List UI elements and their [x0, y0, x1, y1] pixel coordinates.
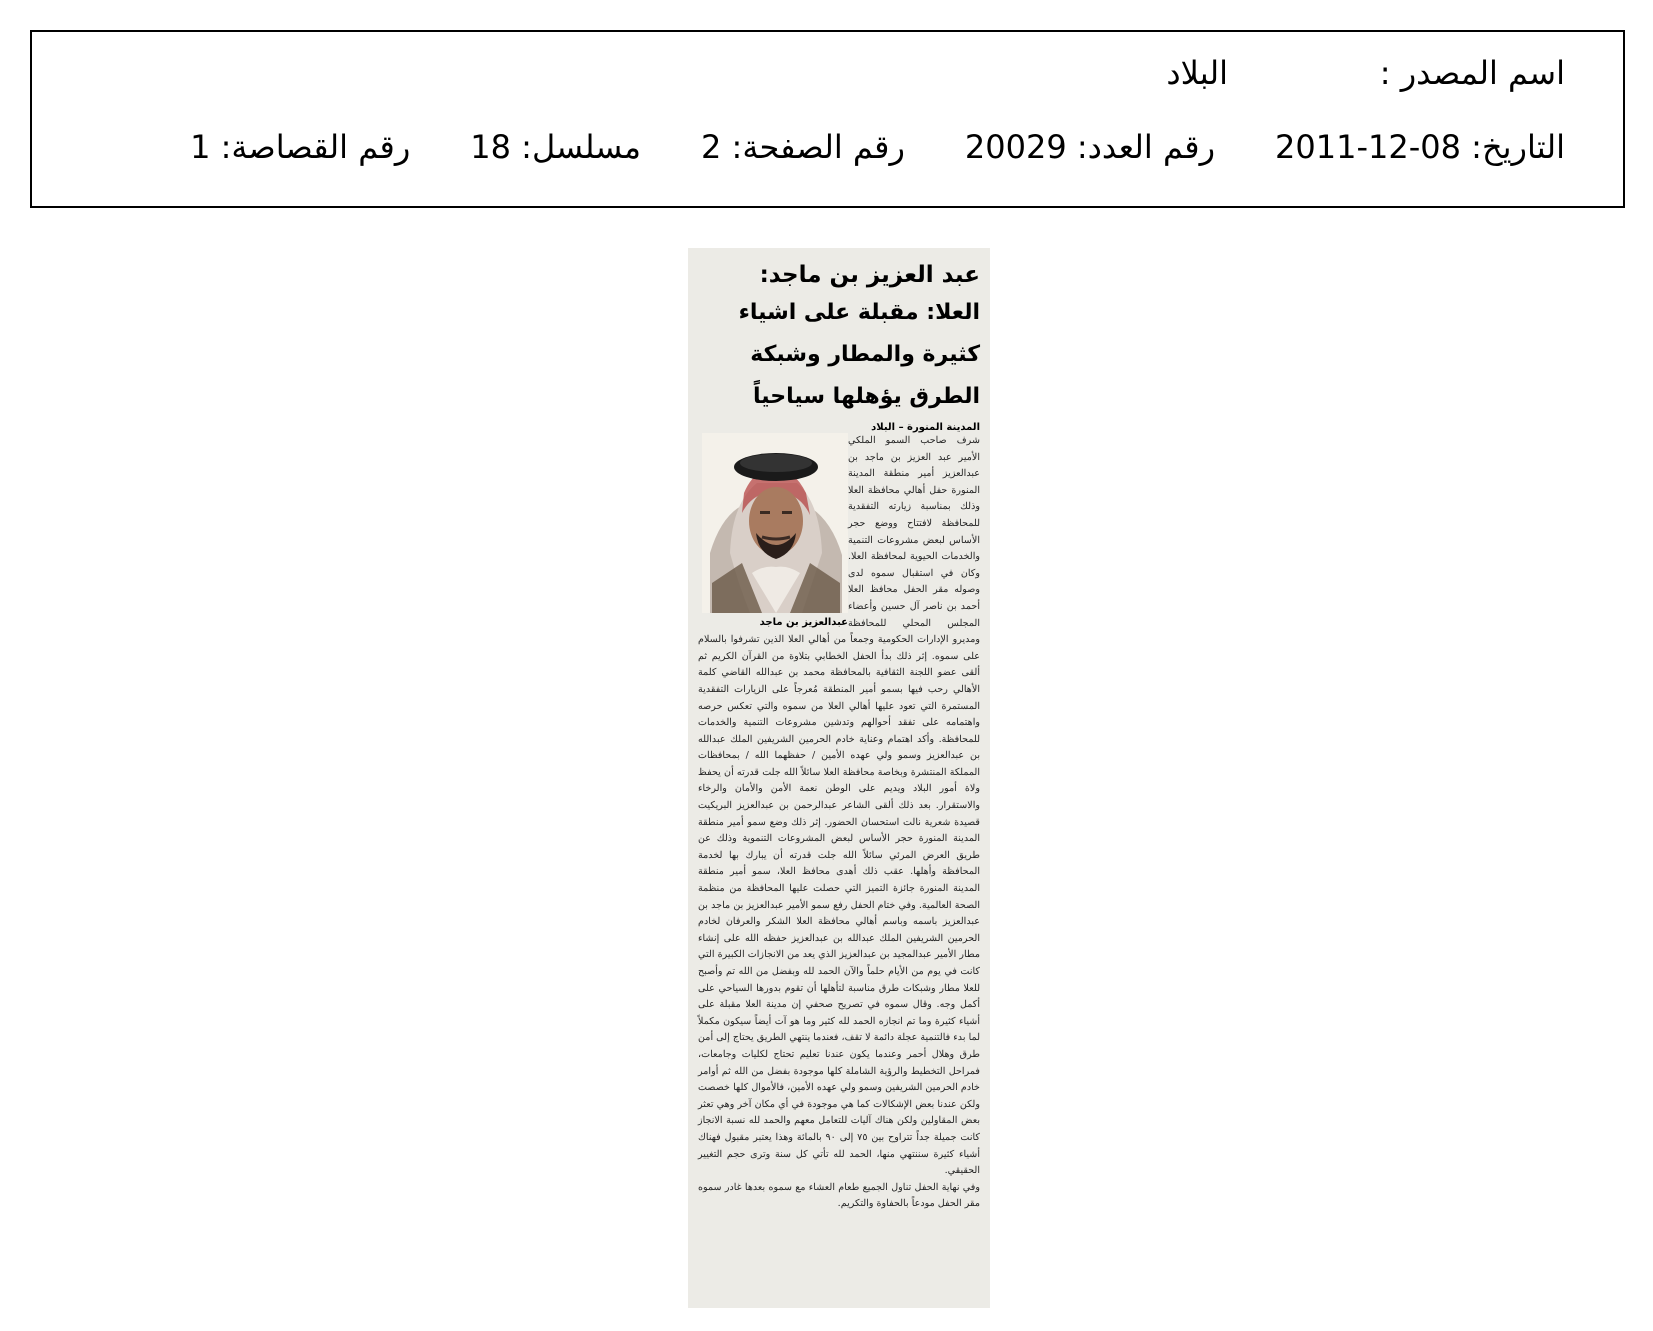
date-field: التاريخ: 08-12-2011: [1275, 128, 1565, 166]
source-info-box: [30, 30, 1625, 208]
portrait-photo: [702, 433, 848, 613]
article-body: شرف صاحب السمو الملكي الأمير عبد العزيز بن ماجد بن عبدالعزيز أمير منطقة المدينة المنورة حفل أهالي محافظة العلا وذلك بمناسبة زيارته التفقدية للمحافظة لافتتاح ووضع حجر الأساس لبعض مشروعات التنمية والخدمات الحيوية لمحافظة العلا. وكان في استقبال سموه لدى وصوله مقر الحفل محافظ العلا أحمد بن ناصر آل حسين وأعضاء المجلس المحلي للمحافظة ومديرو الإدارات الحكومية وجمعاً من أهالي العلا الذين تشرفوا بالسلام على سموه. إثر ذلك بدأ الحفل الخطابي بتلاوة من القرآن الكريم ثم ألقى عضو اللجنة الثقافية بالمحافظة محمد بن عبدالله القاضي كلمة الأهالي رحب فيها بسمو أمير المنطقة مُعرجاً على الزيارات التفقدية المستمرة التي تعود عليها أهالي العلا من سموه والتي تعكس حرصه واهتمامه على تفقد أحوالهم وتدشين مشروعات التنمية والخدمات للمحافظة. وأكد اهتمام وعناية خادم الحرمين الشريفين الملك عبدالله بن عبدالعزيز وسمو ولي عهده الأمين / حفظهما الله / بمحافظات المملكة المنتشرة وبخاصة محافظة العلا سائلاً الله جلت قدرته أن يحفظ ولاة أمور البلاد ويديم على الوطن نعمة الأمن والأمان والرخاء والاستقرار. بعد ذلك ألقى الشاعر عبدالرحمن بن عبدالعزيز البريكيت قصيدة شعرية نالت استحسان الحضور. إثر ذلك وضع سمو أمير منطقة المدينة المنورة حجر الأساس لبعض المشروعات التنموية وذلك عن طريق العرض المرئي سائلاً الله جلت قدرته أن يبارك بها لخدمة المحافظة وأهلها. عقب ذلك أهدى محافظ العلا، سمو أمير منطقة المدينة المنورة جائزة التميز التي حصلت عليها المحافظة من منظمة الصحة العالمية. وفي ختام الحفل رفع سمو الأمير عبدالعزيز بن ماجد بن عبدالعزيز باسمه وباسم أهالي محافظة العلا الشكر والعرفان لخادم الحرمين الشريفين الملك عبدالله بن عبدالعزيز حفظه الله على إنشاء مطار الأمير عبدالمجيد بن عبدالعزيز الذي يعد من الانجازات الكبيرة التي كانت في يوم من الأيام حلماً والآن الحمد لله وبفضل من الله تم وأصبح للعلا مطار وشبكات طرق مناسبة لتأهلها أن تقوم بدورها السياحي على أكمل وجه. وقال سموه في تصريح صحفي إن مدينة العلا مقبلة على أشياء كثيرة وما تم انجازه الحمد لله كثير وما هو آت أيضاً سيكون مكملاً لما بدء فالتنمية عجلة دائمة لا تقف، فعندما ينتهي الطريق يحتاج إلى أمن طرق وهلال أحمر وعندما يكون عندنا تعليم تحتاج لكليات وجامعات، فمراحل التخطيط والرؤية الشاملة كلها موجودة بفضل من الله ثم أوامر خادم الحرمين الشريفين وسمو ولي عهده الأمين، فالأموال كلها خصصت ولكن عندنا بعض الإشكالات كما هي موجودة في أي مكان آخر وهي تعثر بعض المقاولين ولكن هناك آليات للتعامل معهم والحمد لله نسبة الانجاز كانت جميلة جداً تتراوح بين ٧٥ إلى ٩٠ بالمائة وهذا يعتبر مقبول فهناك أشياء كثيرة سننتهي منها، الحمد لله تأتي كل سنة وترى حجم التغيير الحقيقي. وفي نهاية الحفل تناول الجميع طعام العشاء مع سموه بعدها غادر سموه مقر الحفل مودعاً بالحفاوة والتكريم.: [698, 435, 980, 1210]
newspaper-clipping: [688, 248, 990, 1308]
photo-block: [698, 433, 848, 628]
clip-number-field: رقم القصاصة: 1: [190, 128, 411, 166]
article-kicker: عبد العزيز بن ماجد:: [759, 262, 980, 288]
photo-caption: عبدالعزيز بن ماجد: [759, 617, 848, 628]
page-field: رقم الصفحة: 2: [701, 128, 905, 166]
serial-field: مسلسل: 18: [470, 128, 641, 166]
issue-field: رقم العدد: 20029: [964, 128, 1216, 166]
source-label: اسم المصدر :: [1379, 54, 1565, 92]
meta-row: [190, 128, 1565, 166]
source-value: البلاد: [1166, 54, 1228, 92]
article-headline: العلا: مقبلة على اشياء كثيرة والمطار وشبكة الطرق يؤهلها سياحياً: [738, 300, 980, 409]
article-dateline: المدينة المنورة – البلاد: [871, 422, 980, 433]
